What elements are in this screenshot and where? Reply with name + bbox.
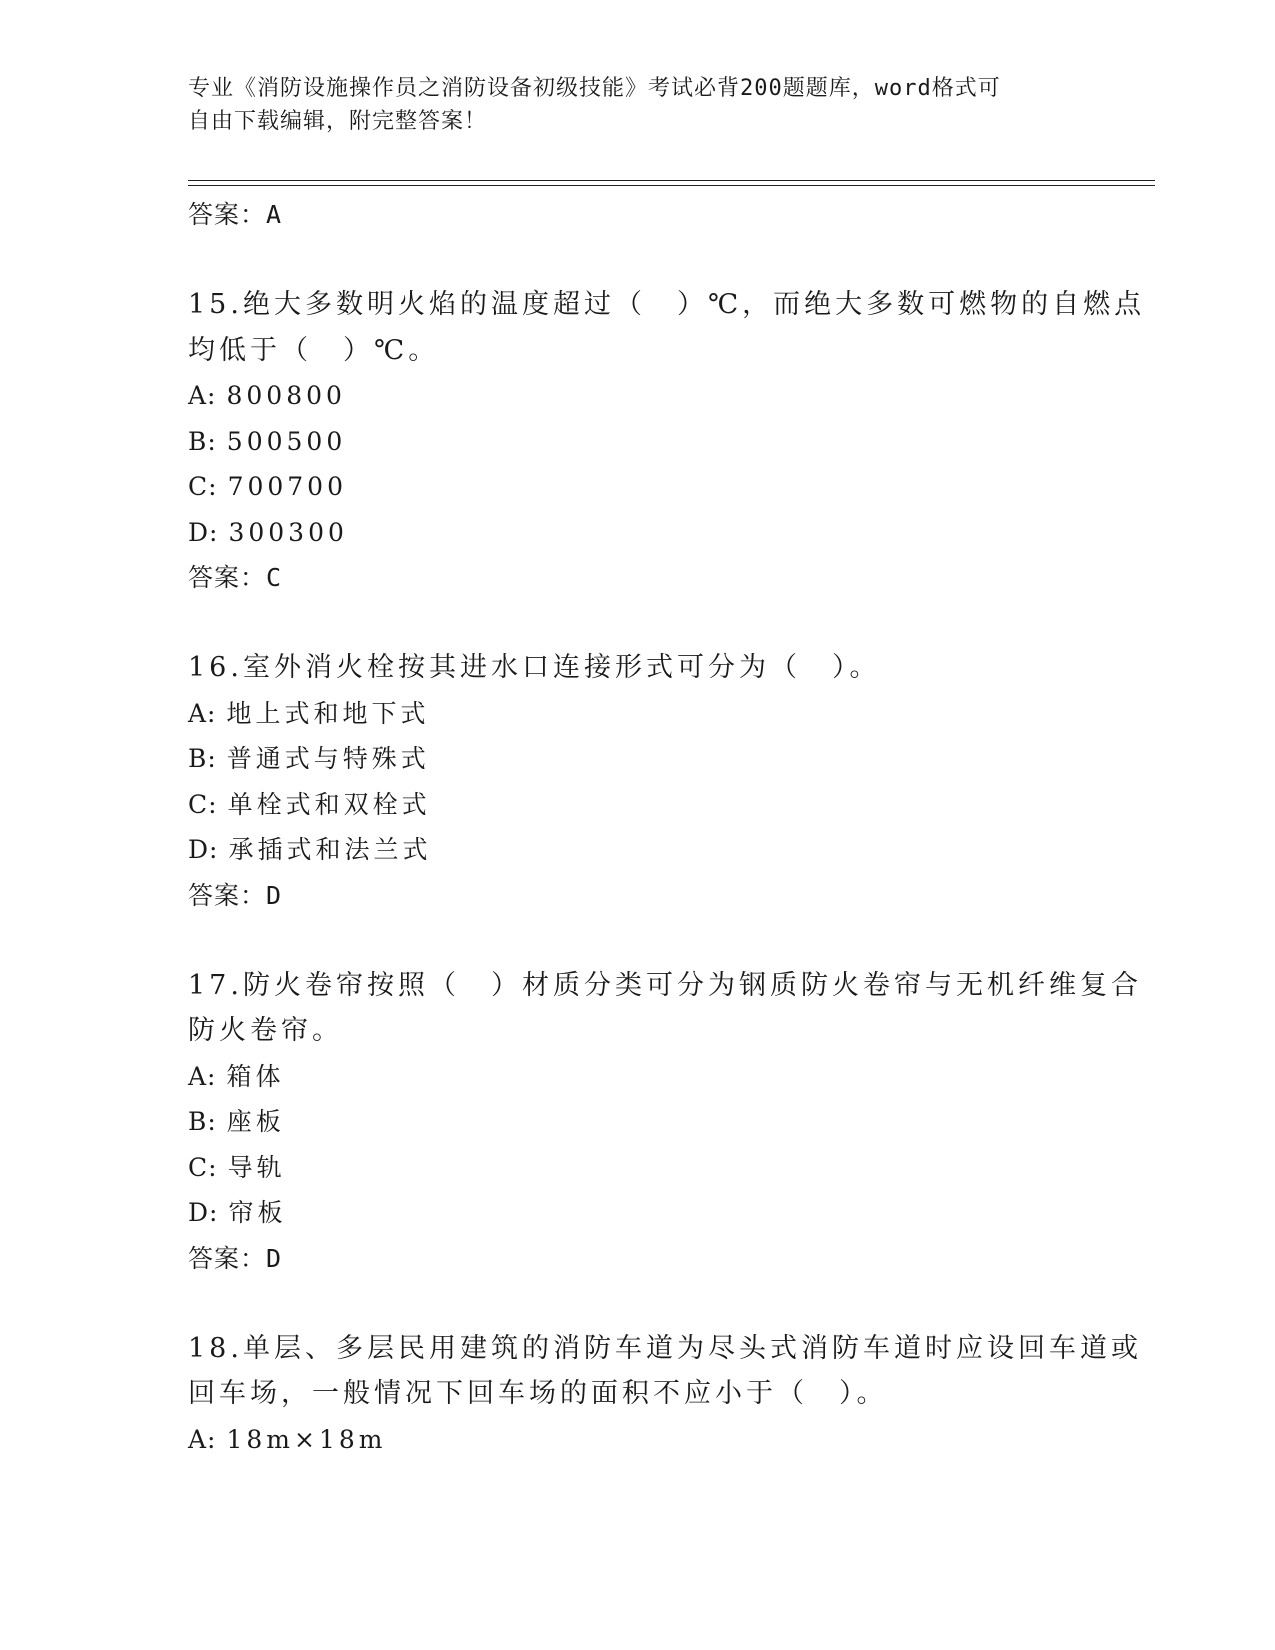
answer-17 <box>188 1236 1088 1282</box>
question-line: 均低于（ ）℃。 <box>188 334 440 366</box>
question-list <box>188 192 1146 1462</box>
option-b <box>188 419 1088 465</box>
header-line-1: 专业《消防设施操作员之消防设备初级技能》考试必背200题题库，word格式可 <box>188 76 1001 101</box>
option-key: A: <box>188 1424 217 1454</box>
option-key: D: <box>188 1198 219 1227</box>
option-text: 普通式与特殊式 <box>226 744 430 773</box>
question-16 <box>188 645 1088 691</box>
header-line-2: 自由下载编辑，附完整答案！ <box>188 109 488 134</box>
option-c <box>188 782 1088 828</box>
question-line: 15.绝大多数明火焰的温度超过（ ）℃，而绝大多数可燃物的自燃点 <box>188 289 1146 320</box>
option-b <box>188 736 1088 782</box>
answer-label: 答案： <box>188 563 267 592</box>
answer-label: 答案： <box>188 200 267 229</box>
option-key: A: <box>188 381 217 410</box>
option-key: B: <box>188 426 217 456</box>
option-text: 承插式和法兰式 <box>228 835 432 864</box>
option-a <box>188 1054 1088 1100</box>
option-key: C: <box>188 1152 218 1182</box>
option-a <box>188 691 1088 737</box>
question-17 <box>188 963 1142 1054</box>
option-key: B: <box>188 744 217 773</box>
option-d <box>188 827 1088 873</box>
question-line: 17.防火卷帘按照（ ）材质分类可分为钢质防火卷帘与无机纤维复合 <box>188 969 1142 1001</box>
option-key: D: <box>188 835 219 864</box>
option-c <box>188 464 1088 510</box>
option-text: 800800 <box>226 381 346 410</box>
previous-answer <box>188 192 1088 238</box>
question-line: 18.单层、多层民用建筑的消防车道为尽头式消防车道时应设回车道或 <box>188 1332 1142 1364</box>
question-line: 回车场，一般情况下回车场的面积不应小于（ ）。 <box>188 1378 888 1409</box>
option-text: 单栓式和双栓式 <box>227 789 431 819</box>
option-text: 座板 <box>226 1107 285 1136</box>
option-key: A: <box>188 1061 217 1091</box>
answer-15 <box>188 555 1088 601</box>
option-d <box>188 1190 1088 1236</box>
answer-value: D <box>266 1243 283 1273</box>
option-text: 地上式和地下式 <box>226 698 430 728</box>
option-key: C: <box>188 789 218 819</box>
answer-value: C <box>266 563 283 592</box>
option-d <box>188 510 1088 556</box>
option-text: 500500 <box>226 426 347 456</box>
option-text: 18m×18m <box>226 1424 387 1454</box>
question-line: 16.室外消火栓按其进水口连接形式可分为（ ）。 <box>188 652 881 683</box>
option-a <box>188 1417 1088 1463</box>
option-a <box>188 373 1088 419</box>
option-text: 导轨 <box>227 1152 286 1182</box>
answer-value: D <box>266 880 283 910</box>
answer-16 <box>188 873 1088 919</box>
option-key: B: <box>188 1107 217 1136</box>
option-text: 帘板 <box>228 1198 287 1227</box>
option-key: C: <box>188 472 218 501</box>
header-rule-bottom <box>188 185 1155 186</box>
option-b <box>188 1099 1088 1145</box>
question-15 <box>188 282 1146 373</box>
option-text: 700700 <box>227 472 347 501</box>
answer-label: 答案： <box>188 1243 267 1273</box>
header-rule-top <box>188 180 1155 181</box>
option-key: A: <box>188 698 217 728</box>
option-text: 箱体 <box>226 1061 285 1091</box>
question-18 <box>188 1326 1142 1417</box>
answer-value: A <box>266 200 283 229</box>
option-key: D: <box>188 517 219 547</box>
document-header <box>188 72 1088 138</box>
option-text: 300300 <box>228 517 348 547</box>
answer-label: 答案： <box>188 880 267 910</box>
option-c <box>188 1145 1088 1191</box>
question-line: 防火卷帘。 <box>188 1015 343 1046</box>
